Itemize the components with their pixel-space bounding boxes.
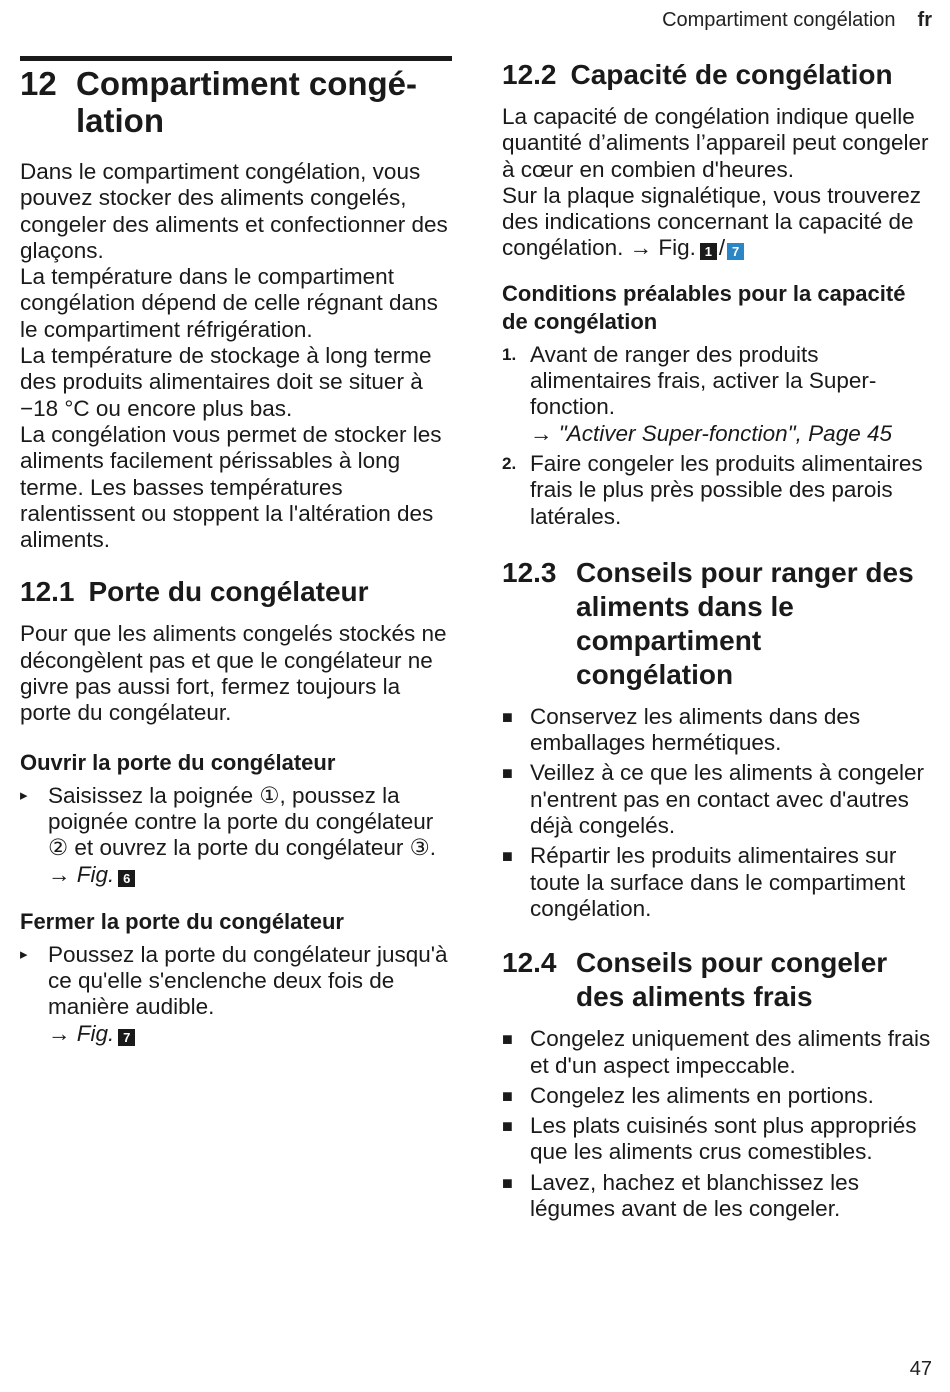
figure-reference-text: → Fig. [48, 1020, 115, 1046]
list-item [502, 1083, 934, 1109]
figure-reference-text: → Fig. [48, 861, 115, 887]
tip-text: Congelez les aliments en portions. [530, 1082, 874, 1108]
chapter-title: Compartiment congé- lation [76, 65, 418, 139]
section-12-4-heading [502, 946, 934, 1014]
chapter-heading [20, 65, 452, 139]
tip-text: Lavez, hachez et blanchissez les légumes avant de les congeler. [530, 1169, 859, 1222]
square-bullet-icon: ■ [502, 1085, 513, 1106]
section-12-3-heading [502, 556, 934, 692]
list-item [20, 942, 452, 1047]
tip-text: Congelez uniquement des aliments frais et d'un aspect impeccable. [530, 1026, 931, 1078]
tip-text: Conservez les aliments dans des emballages hermétiques. [530, 703, 861, 756]
step-text: Faire congeler les produits alimentaires frais le plus près possible des parois latérales. [530, 450, 923, 529]
capacity-paragraph [502, 183, 934, 262]
list-item [502, 760, 934, 839]
intro-paragraph: La température dans le compartiment congélation dépend de celle régnant dans le compartiment réfrigération. [20, 264, 438, 342]
tip-text: Les plats cuisinés sont plus appropriés que les aliments crus comestibles. [530, 1113, 917, 1165]
capacity-paragraph: La capacité de congélation indique quelle quantité d’aliments l’appareil peut congeler à cœur en combien d'heures. [502, 104, 929, 182]
tip-text: Répartir les produits alimentaires sur toute la surface dans le compartiment congélation. [530, 843, 906, 921]
preconditions-steps [502, 342, 934, 530]
list-item [502, 704, 934, 757]
figure-reference[interactable] [48, 862, 452, 888]
open-door-heading: Ouvrir la porte du congélateur [20, 749, 336, 775]
open-door-steps [20, 783, 452, 888]
section-number: 12.1 [20, 576, 75, 608]
preconditions-heading: Conditions préalables pour la capacité de congélation [502, 280, 906, 334]
step-text: Poussez la porte du congélateur jusqu'à ce qu'elle s'enclenche deux fois de manière audible. [48, 941, 448, 1020]
section-12-1-heading [20, 575, 452, 609]
section-title: Conseils pour congeler des aliments frais [576, 947, 888, 1013]
figure-number-badge: 7 [118, 1029, 135, 1046]
list-item [502, 1026, 934, 1079]
section-title: Conseils pour ranger des aliments dans le compartiment congélation [576, 556, 914, 690]
square-bullet-icon: ■ [502, 1116, 513, 1137]
list-item [502, 342, 934, 447]
figure-reference[interactable] [48, 1021, 452, 1047]
step-text: Avant de ranger des produits alimentaires frais, activer la Super-fonction. [530, 341, 877, 420]
square-bullet-icon: ■ [502, 1029, 513, 1050]
step-number: 1. [502, 344, 517, 364]
section-title: Capacité de congélation [570, 59, 893, 90]
left-column [20, 56, 452, 1067]
triangle-bullet-icon: ▸ [20, 786, 28, 804]
list-item [502, 1113, 934, 1166]
header-section-title: Compartiment congélation [662, 9, 896, 31]
intro-paragraph: Dans le compartiment congélation, vous pouvez stocker des aliments congelés, congeler des aliments et confectionner des glaçons. [20, 159, 448, 263]
tip-text: Veillez à ce que les aliments à congeler n'entrent pas en contact avec d'autres déjà congelés. [530, 760, 924, 839]
section-number: 12.4 [502, 947, 557, 979]
running-header [662, 9, 932, 32]
section-title: Porte du congélateur [88, 576, 369, 608]
square-bullet-icon: ■ [502, 1172, 513, 1193]
figure-number-badge: 7 [727, 243, 744, 260]
figure-number-badge: 1 [700, 243, 717, 260]
close-door-heading: Fermer la porte du congélateur [20, 908, 344, 934]
chapter-rule [20, 56, 452, 61]
list-item [502, 843, 934, 922]
figure-number-badge: 6 [118, 870, 135, 887]
freezing-tips-list [502, 1026, 934, 1222]
triangle-bullet-icon: ▸ [20, 945, 28, 963]
intro-paragraph: La température de stockage à long terme des produits alimentaires doit se situer à −18 °C ou encore plus bas. [20, 343, 432, 421]
chapter-intro [20, 159, 452, 553]
section-number: 12.3 [502, 556, 557, 588]
capacity-paragraph-text: Sur la plaque signalétique, vous trouverez des indications concernant la capacité de congélation. → Fig. [502, 182, 922, 261]
header-language: fr [917, 9, 932, 31]
capacity-text [502, 104, 934, 262]
storage-tips-list [502, 704, 934, 922]
list-item [20, 783, 452, 888]
close-door-steps [20, 942, 452, 1047]
section-number: 12.2 [502, 59, 557, 90]
figure-separator: / [718, 235, 726, 261]
page-number: 47 [909, 1358, 932, 1380]
list-item [502, 451, 934, 530]
list-item [502, 1170, 934, 1223]
square-bullet-icon: ■ [502, 763, 513, 784]
right-column [502, 56, 934, 1242]
square-bullet-icon: ■ [502, 706, 513, 727]
square-bullet-icon: ■ [502, 846, 513, 867]
intro-paragraph: La congélation vous permet de stocker les aliments facilement périssables à long terme. Les basses températures ralentissent ou stoppent la l'altération des aliments. [20, 421, 442, 553]
page-reference[interactable]: → "Activer Super-fonction", Page 45 [530, 420, 892, 446]
chapter-number: 12 [20, 65, 57, 102]
step-number: 2. [502, 453, 517, 473]
freezer-door-intro: Pour que les aliments congelés stockés ne décongèlent pas et que le congélateur ne givre pas aussi fort, fermez toujours la porte du congélateur. [20, 621, 447, 726]
step-text: Saisissez la poignée ①, poussez la poignée contre la porte du congélateur ② et ouvrez la porte du congélateur ③. [48, 782, 437, 861]
section-12-2-heading [502, 58, 934, 92]
